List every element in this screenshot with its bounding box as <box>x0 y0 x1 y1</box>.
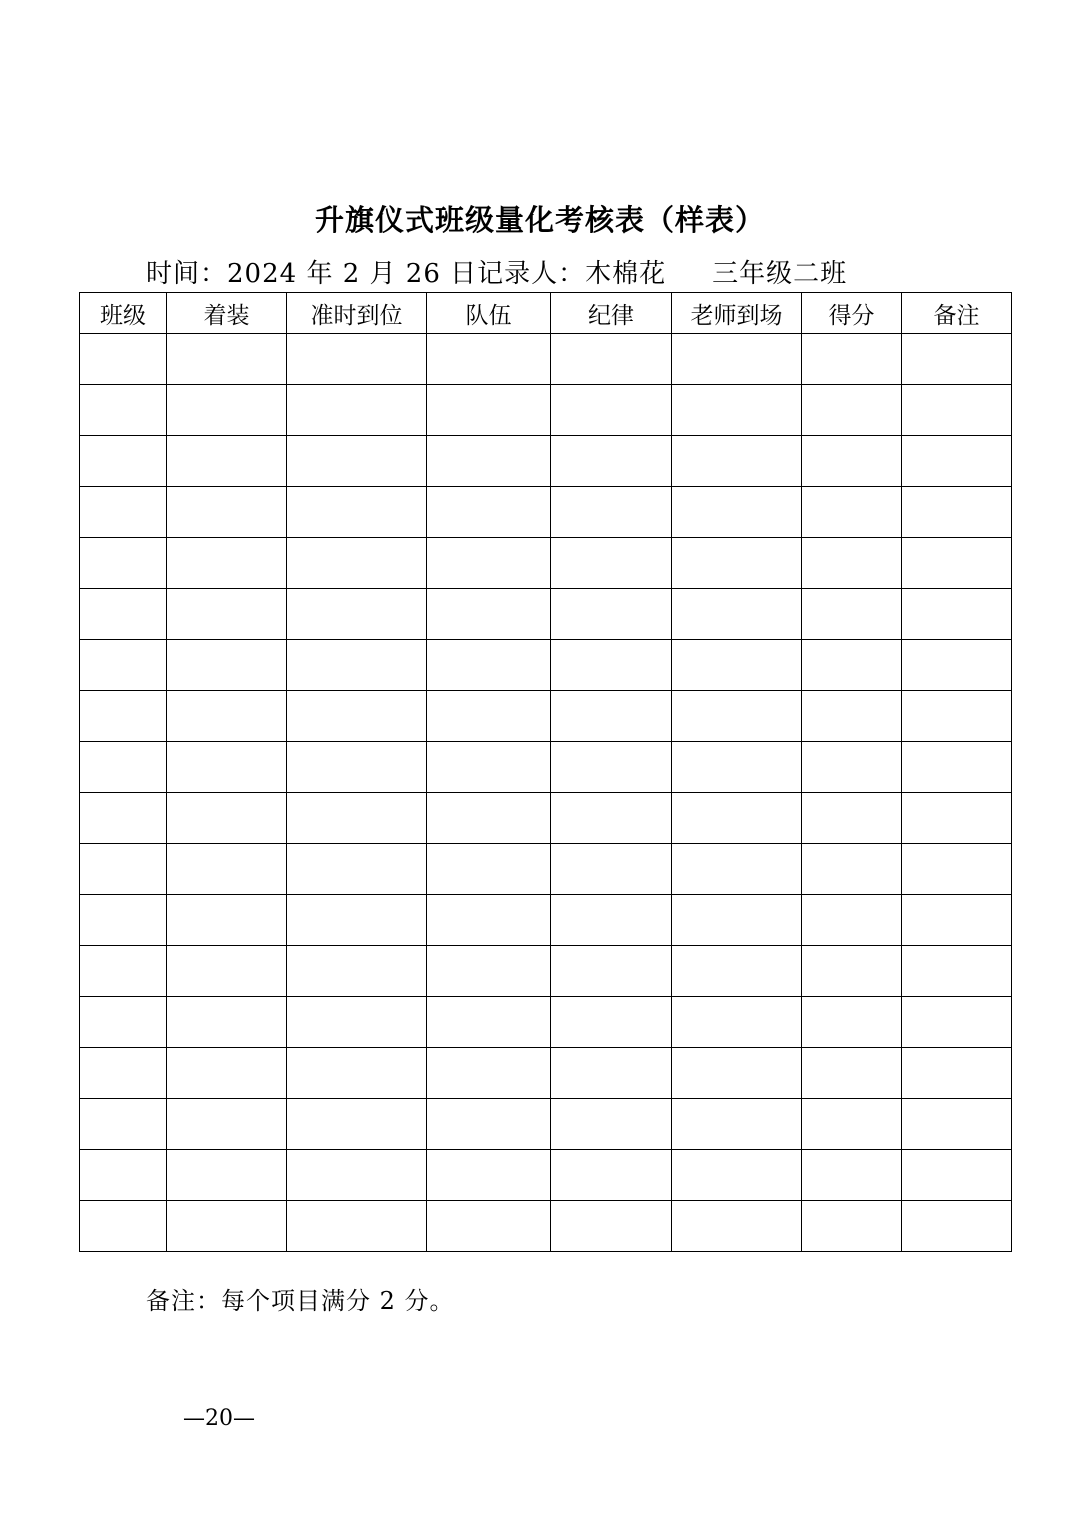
col-header-formation: 队伍 <box>427 293 551 334</box>
table-cell[interactable] <box>167 1048 287 1099</box>
table-cell[interactable] <box>551 997 672 1048</box>
table-cell[interactable] <box>167 385 287 436</box>
table-cell[interactable] <box>427 1048 551 1099</box>
table-cell[interactable] <box>672 997 802 1048</box>
table-cell[interactable] <box>80 946 167 997</box>
table-row <box>80 538 1012 589</box>
table-cell[interactable] <box>551 793 672 844</box>
table-cell[interactable] <box>672 691 802 742</box>
table-cell[interactable] <box>902 691 1012 742</box>
table-cell[interactable] <box>672 844 802 895</box>
table-cell[interactable] <box>287 742 427 793</box>
table-cell[interactable] <box>551 1201 672 1252</box>
table-row <box>80 1150 1012 1201</box>
col-header-score: 得分 <box>802 293 902 334</box>
assessment-table <box>79 292 1012 1252</box>
table-cell[interactable] <box>902 844 1012 895</box>
table-cell[interactable] <box>287 793 427 844</box>
table-cell[interactable] <box>287 538 427 589</box>
table-cell[interactable] <box>80 895 167 946</box>
col-header-punctuality: 准时到位 <box>287 293 427 334</box>
header-row <box>80 293 1012 334</box>
table-cell[interactable] <box>802 1099 902 1150</box>
table-cell[interactable] <box>802 997 902 1048</box>
table-cell[interactable] <box>167 946 287 997</box>
table-cell[interactable] <box>427 997 551 1048</box>
table-cell[interactable] <box>802 385 902 436</box>
table-cell[interactable] <box>551 844 672 895</box>
table-cell[interactable] <box>672 1099 802 1150</box>
table-cell[interactable] <box>167 742 287 793</box>
table-cell[interactable] <box>551 385 672 436</box>
table-cell[interactable] <box>551 895 672 946</box>
table-cell[interactable] <box>287 844 427 895</box>
col-header-attire: 着装 <box>167 293 287 334</box>
table-cell[interactable] <box>80 742 167 793</box>
footnote: 备注：每个项目满分 2 分。 <box>146 1287 455 1315</box>
table-cell[interactable] <box>287 436 427 487</box>
table-cell[interactable] <box>80 385 167 436</box>
table-row <box>80 436 1012 487</box>
table-cell[interactable] <box>80 589 167 640</box>
table-cell[interactable] <box>551 640 672 691</box>
table-cell[interactable] <box>287 640 427 691</box>
table-cell[interactable] <box>287 946 427 997</box>
table-cell[interactable] <box>427 385 551 436</box>
table-cell[interactable] <box>167 487 287 538</box>
table-cell[interactable] <box>80 640 167 691</box>
table-cell[interactable] <box>427 334 551 385</box>
table-cell[interactable] <box>427 589 551 640</box>
table-cell[interactable] <box>167 895 287 946</box>
table-cell[interactable] <box>672 385 802 436</box>
table-row <box>80 946 1012 997</box>
table-cell[interactable] <box>902 997 1012 1048</box>
meta-line <box>146 253 847 290</box>
table-cell[interactable] <box>672 334 802 385</box>
table-cell[interactable] <box>287 895 427 946</box>
table-row <box>80 334 1012 385</box>
table-cell[interactable] <box>802 742 902 793</box>
table-cell[interactable] <box>427 742 551 793</box>
table-cell[interactable] <box>902 946 1012 997</box>
table-cell[interactable] <box>902 895 1012 946</box>
table-cell[interactable] <box>167 691 287 742</box>
table-row <box>80 691 1012 742</box>
table-cell[interactable] <box>80 997 167 1048</box>
table-cell[interactable] <box>287 691 427 742</box>
table-cell[interactable] <box>802 844 902 895</box>
record-date: 2024 年 2 月 26 日 <box>227 259 478 289</box>
table-cell[interactable] <box>80 844 167 895</box>
table-cell[interactable] <box>902 538 1012 589</box>
table-cell[interactable] <box>672 946 802 997</box>
table-cell[interactable] <box>287 487 427 538</box>
table-cell[interactable] <box>80 487 167 538</box>
table-cell[interactable] <box>551 946 672 997</box>
table-cell[interactable] <box>167 793 287 844</box>
table-cell[interactable] <box>672 487 802 538</box>
table-cell[interactable] <box>902 1099 1012 1150</box>
table-cell[interactable] <box>802 946 902 997</box>
table-cell[interactable] <box>802 487 902 538</box>
table-cell[interactable] <box>902 334 1012 385</box>
table-cell[interactable] <box>672 640 802 691</box>
table-cell[interactable] <box>80 538 167 589</box>
table-cell[interactable] <box>427 691 551 742</box>
table-cell[interactable] <box>551 1099 672 1150</box>
table-row <box>80 895 1012 946</box>
table-cell[interactable] <box>427 1099 551 1150</box>
table-cell[interactable] <box>80 436 167 487</box>
table-row <box>80 793 1012 844</box>
table-cell[interactable] <box>802 1201 902 1252</box>
page-number: —20— <box>183 1406 255 1431</box>
table-cell[interactable] <box>802 538 902 589</box>
table-cell[interactable] <box>672 742 802 793</box>
table-cell[interactable] <box>551 487 672 538</box>
table-cell[interactable] <box>427 844 551 895</box>
table-cell[interactable] <box>287 1048 427 1099</box>
table-cell[interactable] <box>427 1201 551 1252</box>
table-cell[interactable] <box>80 793 167 844</box>
col-header-discipline: 纪律 <box>551 293 672 334</box>
table-cell[interactable] <box>167 589 287 640</box>
table-cell[interactable] <box>672 436 802 487</box>
table-cell[interactable] <box>80 1099 167 1150</box>
table-cell[interactable] <box>672 1201 802 1252</box>
table-row <box>80 1048 1012 1099</box>
col-header-class: 班级 <box>80 293 167 334</box>
table-cell[interactable] <box>167 538 287 589</box>
table-cell[interactable] <box>167 1099 287 1150</box>
table-cell[interactable] <box>902 1201 1012 1252</box>
recorder-name: 木棉花 <box>585 259 667 289</box>
class-name: 三年级二班 <box>712 259 848 289</box>
table-row <box>80 1201 1012 1252</box>
table-cell[interactable] <box>80 1048 167 1099</box>
table-cell[interactable] <box>80 334 167 385</box>
table-cell[interactable] <box>427 1150 551 1201</box>
table-cell[interactable] <box>167 640 287 691</box>
table-cell[interactable] <box>902 793 1012 844</box>
table-cell[interactable] <box>427 946 551 997</box>
table-cell[interactable] <box>551 1150 672 1201</box>
table-cell[interactable] <box>902 436 1012 487</box>
table-cell[interactable] <box>167 1150 287 1201</box>
table-row <box>80 487 1012 538</box>
table-cell[interactable] <box>287 1099 427 1150</box>
table-cell[interactable] <box>167 997 287 1048</box>
table-cell[interactable] <box>551 436 672 487</box>
table-cell[interactable] <box>672 895 802 946</box>
table-cell[interactable] <box>287 334 427 385</box>
table-cell[interactable] <box>551 1048 672 1099</box>
table-cell[interactable] <box>427 640 551 691</box>
recorder-label: 记录人： <box>477 259 586 289</box>
table-cell[interactable] <box>902 742 1012 793</box>
table-cell[interactable] <box>672 538 802 589</box>
table-row <box>80 844 1012 895</box>
table-cell[interactable] <box>287 997 427 1048</box>
table-cell[interactable] <box>167 1201 287 1252</box>
table-cell[interactable] <box>287 1201 427 1252</box>
table-cell[interactable] <box>80 691 167 742</box>
table-body <box>80 334 1012 1252</box>
table-cell[interactable] <box>427 895 551 946</box>
col-header-remarks: 备注 <box>902 293 1012 334</box>
table-cell[interactable] <box>427 487 551 538</box>
table-cell[interactable] <box>551 334 672 385</box>
table-cell[interactable] <box>551 538 672 589</box>
table-cell[interactable] <box>672 589 802 640</box>
form-title: 升旗仪式班级量化考核表（样表） <box>314 203 765 237</box>
table-cell[interactable] <box>802 589 902 640</box>
table-cell[interactable] <box>287 589 427 640</box>
table-cell[interactable] <box>902 385 1012 436</box>
table-cell[interactable] <box>802 1048 902 1099</box>
table-cell[interactable] <box>167 334 287 385</box>
table-cell[interactable] <box>80 1201 167 1252</box>
table-cell[interactable] <box>167 436 287 487</box>
table-row <box>80 1099 1012 1150</box>
table-row <box>80 640 1012 691</box>
table-cell[interactable] <box>802 436 902 487</box>
table-cell[interactable] <box>551 589 672 640</box>
table-cell[interactable] <box>427 793 551 844</box>
table-row <box>80 742 1012 793</box>
time-label: 时间： <box>146 259 228 289</box>
table-cell[interactable] <box>427 538 551 589</box>
table-cell[interactable] <box>551 742 672 793</box>
table-row <box>80 589 1012 640</box>
table-cell[interactable] <box>287 385 427 436</box>
table-cell[interactable] <box>287 1150 427 1201</box>
table-cell[interactable] <box>167 844 287 895</box>
table-cell[interactable] <box>80 1150 167 1201</box>
table-cell[interactable] <box>551 691 672 742</box>
table-cell[interactable] <box>802 1150 902 1201</box>
table-row <box>80 997 1012 1048</box>
table-cell[interactable] <box>802 895 902 946</box>
table-cell[interactable] <box>902 1048 1012 1099</box>
table-cell[interactable] <box>802 640 902 691</box>
table-cell[interactable] <box>802 334 902 385</box>
table-cell[interactable] <box>802 691 902 742</box>
table-cell[interactable] <box>672 1048 802 1099</box>
table-cell[interactable] <box>902 589 1012 640</box>
col-header-teacher-present: 老师到场 <box>672 293 802 334</box>
table-cell[interactable] <box>902 487 1012 538</box>
table-cell[interactable] <box>672 793 802 844</box>
table-cell[interactable] <box>802 793 902 844</box>
table-cell[interactable] <box>427 436 551 487</box>
table-row <box>80 385 1012 436</box>
table-cell[interactable] <box>902 1150 1012 1201</box>
table-cell[interactable] <box>672 1150 802 1201</box>
table-cell[interactable] <box>902 640 1012 691</box>
